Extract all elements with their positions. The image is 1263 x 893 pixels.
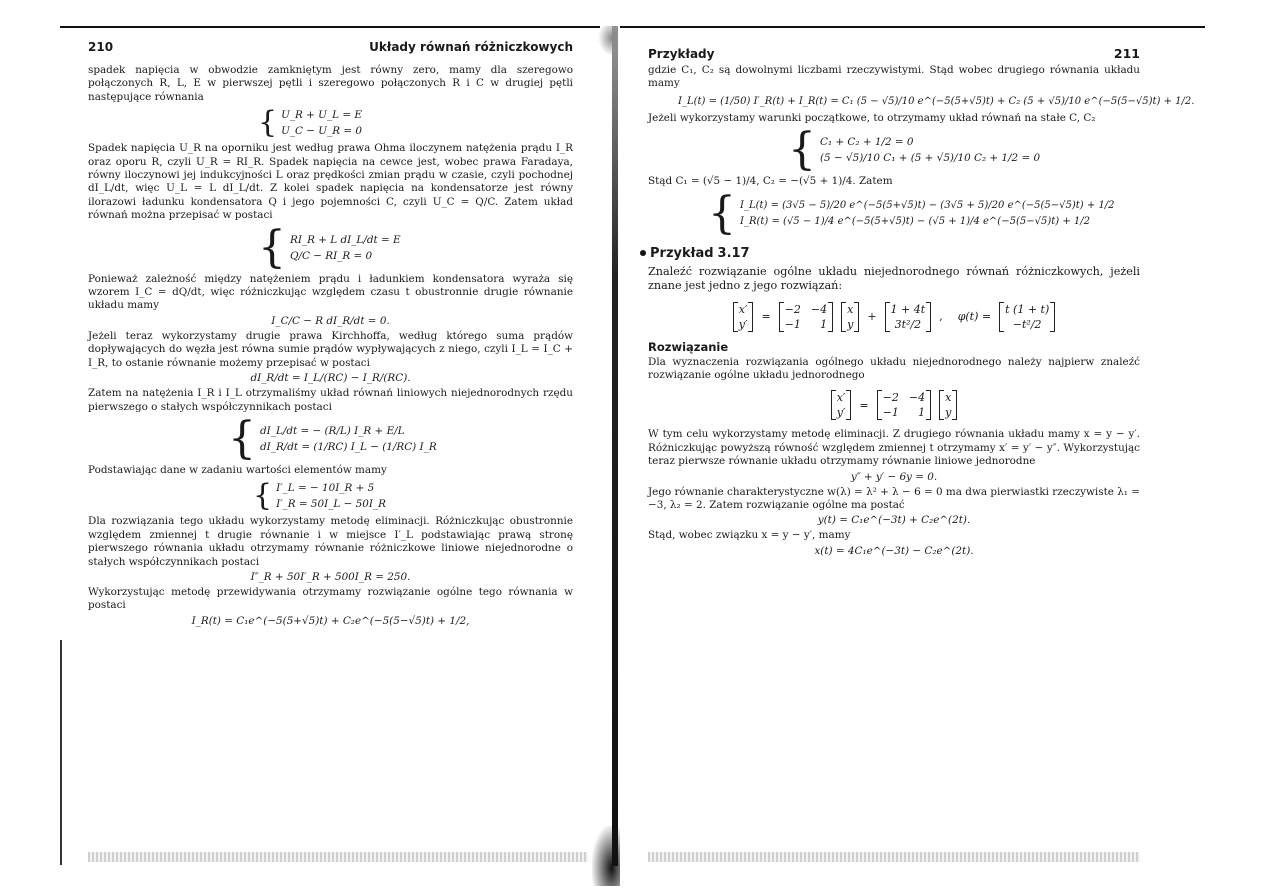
equation: y″ + y′ − 6y = 0. bbox=[850, 470, 938, 483]
matrix-cell: y′ bbox=[738, 317, 748, 331]
example-heading bbox=[640, 246, 1140, 261]
matrix-cell: −1 bbox=[882, 406, 899, 420]
equation: I_C/C − R dI_R/dt = 0. bbox=[271, 314, 390, 327]
equation: dI_R/dt = (1/RC) I_L − (1/RC) I_R bbox=[260, 440, 437, 453]
paragraph: Spadek napięcia U_R na oporniku jest według prawa Ohma iloczynem natężenia prądu I_R oraz oporu R, czyli U_R = RI_R. Spadek napięcia na cewce jest, wobec prawa Faradaya, równy iloczynowi jej indukcyjności L oraz prędkości zmian prądu w czasie, czyli pochodnej dI_L/dt, więc U_L = L dI_L/dt. Z kolei spadek napięcia na kondensatorze jest równy ilorazowi ładunku kondensatora Q i jego pojemności C, czyli U_C = Q/C. Zatem układ równań można przepisać w postaci bbox=[88, 142, 573, 222]
equation-system: { I_L(t) = (3√5 − 5)/20 e^(−5(5+√5)t) − (3√5 + 5)/20 e^(−5(5−√5)t) + 1/2 I_R(t) = (√5 − 1)/4 e^(−5(5+√5)t) − (√5 + 1)/4 e^(−5(5−√5)t) + 1/2 bbox=[708, 187, 1115, 239]
matrix-cell: t (1 + t) bbox=[1005, 302, 1050, 316]
matrix-cell: x′ bbox=[738, 302, 748, 316]
matrix-cell: −1 bbox=[784, 317, 801, 331]
book-spine bbox=[598, 26, 620, 866]
paragraph: Jeżeli wykorzystamy warunki początkowe, to otrzymamy układ równań na stałe C, C₂ bbox=[648, 111, 1096, 124]
paragraph: Dla rozwiązania tego układu wykorzystamy metodę eliminacji. Różniczkując obustronnie względem zmiennej t drugie równanie i w miejsce I′_L podstawiając prawą stronę pierwszego równania układu otrzymamy równanie różniczkowe liniowe niejednorodne o stałych współczynnikach postaci bbox=[88, 515, 573, 568]
matrix-cell: x bbox=[847, 302, 854, 316]
top-rule-left bbox=[60, 26, 600, 28]
equation: I′_L = − 10I_R + 5 bbox=[276, 482, 375, 495]
matrix-cell: y′ bbox=[836, 406, 846, 420]
equation-system: { dI_L/dt = − (R/L) I_R + E/L dI_R/dt = (1/RC) I_L − (1/RC) I_R bbox=[228, 412, 437, 464]
equation: I_R(t) = C₁e^(−5(5+√5)t) + C₂e^(−5(5−√5)t) + 1/2, bbox=[191, 614, 470, 627]
right-page-header bbox=[648, 40, 1140, 64]
equation: I_L(t) = (3√5 − 5)/20 e^(−5(5+√5)t) − (3√5 + 5)/20 e^(−5(5−√5)t) + 1/2 bbox=[740, 199, 1115, 211]
page-number-left: 210 bbox=[88, 40, 114, 54]
equation: I_L(t) = (1/50) I′_R(t) + I_R(t) = C₁ (5 − √5)/10 e^(−5(5+√5)t) + C₂ (5 + √5)/10 e^(−5(5−√5)t) + 1/2. bbox=[678, 95, 1195, 107]
paragraph: W tym celu wykorzystamy metodę eliminacji. Z drugiego równania układu mamy x = y − y′. Różniczkując powyższą równość względem zmiennej t otrzymamy x′ = y′ − y″. Wykorzystując teraz pierwsze równanie układu otrzymamy równanie liniowe jednorodne bbox=[648, 428, 1140, 468]
paragraph: Jego równanie charakterystyczne w(λ) = λ² + λ − 6 = 0 ma dwa pierwiastki rzeczywiste λ₁ = −3, λ₂ = 2. Zatem rozwiązanie ogólne ma postać bbox=[648, 485, 1140, 512]
scan-edge-mark bbox=[60, 640, 62, 865]
paragraph: Podstawiając dane w zadaniu wartości elementów mamy bbox=[88, 463, 387, 476]
equation: (5 − √5)/10 C₁ + (5 + √5)/10 C₂ + 1/2 = 0 bbox=[820, 152, 1041, 165]
equation: dI_L/dt = − (R/L) I_R + E/L bbox=[260, 424, 405, 437]
example-number: 3.17 bbox=[717, 245, 750, 261]
equation: y(t) = C₁e^(−3t) + C₂e^(2t). bbox=[817, 514, 971, 527]
equation: C₁ + C₂ + 1/2 = 0 bbox=[820, 136, 914, 149]
paragraph: Wykorzystując metodę przewidywania otrzymamy rozwiązanie ogólne tego równania w postaci bbox=[88, 585, 573, 612]
running-title-left: Układy równań różniczkowych bbox=[369, 40, 573, 54]
left-page bbox=[88, 40, 573, 630]
left-page-header bbox=[88, 40, 573, 64]
bullet-icon bbox=[640, 250, 646, 256]
matrix-cell: 3t²/2 bbox=[894, 317, 922, 331]
matrix-cell: −t²/2 bbox=[1012, 317, 1042, 331]
equation: dI_R/dt = I_L/(RC) − I_R/(RC). bbox=[250, 372, 411, 385]
right-page bbox=[648, 40, 1195, 560]
matrix-cell: −2 bbox=[882, 391, 899, 405]
paragraph: Jeżeli teraz wykorzystamy drugie prawa Kirchhoffa, według którego suma prądów dopływających do węzła jest równa sumie prądów wypływających z niego, czyli I_L = I_C + I_R, to ostanie równanie możemy przepisać w postaci bbox=[88, 329, 573, 369]
paragraph: Dla wyznaczenia rozwiązania ogólnego układu niejednorodnego należy najpierw znaleźć rozwiązanie ogólne układu jednorodnego bbox=[648, 355, 1140, 382]
footer-scan-strip-right bbox=[648, 852, 1140, 862]
matrix-equation: x′ y′ = −2 −4 −1 1 x y + 1 + 4t 3t²/2 , φ(t) = t (1 + t) −t²/2 bbox=[648, 302, 1140, 332]
equation: U_C − U_R = 0 bbox=[281, 125, 363, 138]
paragraph: Znaleźć rozwiązanie ogólne układu niejednorodnego równań różniczkowych, jeżeli znane jest jedno z jego rozwiązań: bbox=[648, 264, 1140, 293]
example-label: Przykład bbox=[650, 245, 714, 261]
matrix-cell: 1 bbox=[918, 406, 926, 420]
matrix-equation-homogeneous: x′ y′ = −2 −4 −1 1 x y bbox=[648, 390, 1140, 420]
equation: Q/C − RI_R = 0 bbox=[290, 249, 373, 262]
equation: I_R(t) = (√5 − 1)/4 e^(−5(5+√5)t) − (√5 + 1)/4 e^(−5(5−√5)t) + 1/2 bbox=[740, 215, 1090, 227]
matrix-cell: y bbox=[847, 317, 854, 331]
equation-system: { U_R + U_L = E U_C − U_R = 0 bbox=[258, 105, 363, 141]
phi-label: φ(t) = bbox=[957, 310, 992, 324]
paragraph: Stąd C₁ = (√5 − 1)/4, C₂ = −(√5 + 1)/4. Zatem bbox=[648, 175, 893, 188]
equation: I″_R + 50I′_R + 500I_R = 250. bbox=[250, 570, 411, 583]
running-title-right: Przykłady bbox=[648, 47, 715, 61]
paragraph: Zatem na natężenia I_R i I_L otrzymaliśmy układ równań liniowych niejednorodnych rzędu pierwszego o stałych współczynnikach postaci bbox=[88, 387, 573, 413]
matrix-cell: −4 bbox=[810, 302, 828, 316]
paragraph: Ponieważ zależność między natężeniem prądu i ładunkiem kondensatora wyraża się wzorem I_C = dQ/dt, więc różniczkując względem czasu t obustronnie drugie równanie układu mamy bbox=[88, 272, 573, 312]
matrix-cell: −4 bbox=[908, 391, 926, 405]
equation: RI_R + L dI_L/dt = E bbox=[290, 233, 401, 246]
matrix-cell: x bbox=[945, 391, 952, 405]
equation-system: { I′_L = − 10I_R + 5 I′_R = 50I_L − 50I_R bbox=[253, 478, 386, 514]
equation: I′_R = 50I_L − 50I_R bbox=[276, 498, 386, 511]
paragraph: spadek napięcia w obwodzie zamkniętym jest równy zero, mamy dla szeregowo połączonych R, L, E w pierwszej pętli i szeregowo połączonych R i C w drugiej pętli następujące równania bbox=[88, 64, 573, 103]
matrix-cell: y bbox=[945, 406, 952, 420]
page-number-right: 211 bbox=[1113, 46, 1140, 61]
equation-system: { RI_R + L dI_L/dt = E Q/C − RI_R = 0 bbox=[258, 221, 401, 273]
matrix-cell: x′ bbox=[836, 391, 846, 405]
equation: U_R + U_L = E bbox=[281, 109, 362, 122]
equation: x(t) = 4C₁e^(−3t) − C₂e^(2t). bbox=[814, 544, 974, 557]
paragraph: Stąd, wobec związku x = y − y′, mamy bbox=[648, 529, 851, 542]
paragraph: gdzie C₁, C₂ są dowolnymi liczbami rzeczywistymi. Stąd wobec drugiego równania układu mamy bbox=[648, 64, 1140, 90]
equation-system: { C₁ + C₂ + 1/2 = 0 (5 − √5)/10 C₁ + (5 + √5)/10 C₂ + 1/2 = 0 bbox=[788, 124, 1041, 176]
matrix-cell: 1 bbox=[820, 317, 828, 331]
matrix-cell: −2 bbox=[784, 302, 801, 316]
footer-scan-strip-left bbox=[88, 852, 588, 862]
solution-heading: Rozwiązanie bbox=[648, 339, 729, 354]
top-rule-right bbox=[620, 26, 1205, 28]
matrix-cell: 1 + 4t bbox=[890, 302, 926, 316]
